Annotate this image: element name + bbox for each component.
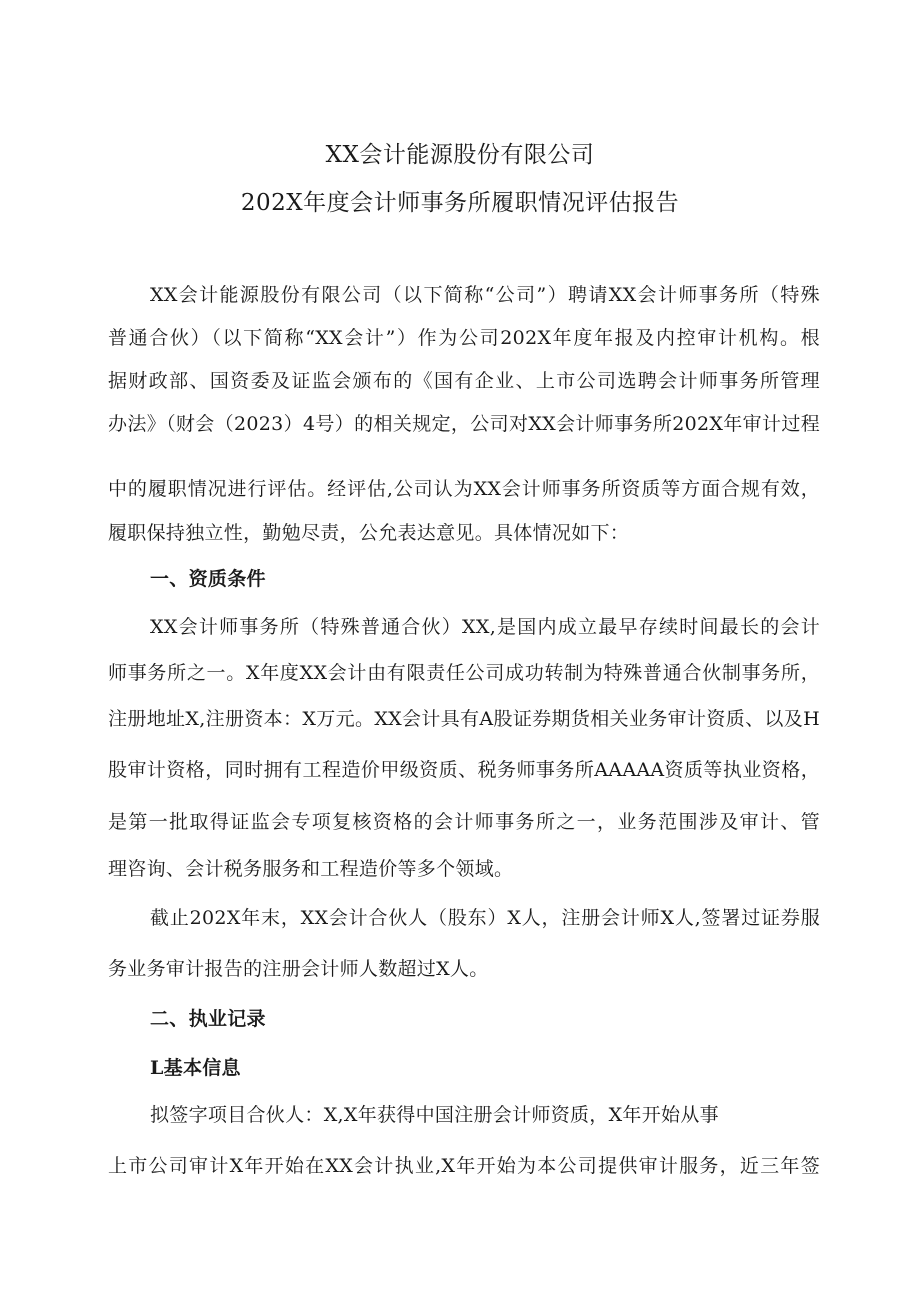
paragraph-line: 注册地址X,注册资本：X万元。XX会计具有A股证券期货相关业务审计资质、以及H bbox=[108, 708, 820, 730]
document-subtitle: 202X年度会计师事务所履职情况评估报告 bbox=[240, 190, 680, 216]
paragraph-line: 务业务审计报告的注册会计师人数超过X人。 bbox=[108, 958, 489, 980]
paragraph-line: 师事务所之一。X年度XX会计由有限责任公司成功转制为特殊普通合伙制事务所， bbox=[108, 662, 820, 684]
paragraph-line: 是第一批取得证监会专项复核资格的会计师事务所之一，业务范围涉及审计、管 bbox=[108, 811, 820, 833]
paragraph-line: 拟签字项目合伙人：X,X年获得中国注册会计师资质，X年开始从事 bbox=[150, 1104, 719, 1126]
section-heading-practice-record: 二、执业记录 bbox=[150, 1008, 266, 1030]
paragraph-line: 普通合伙）（以下简称“XX会计”）作为公司202X年度年报及内控审计机构。根 bbox=[108, 327, 820, 349]
document-title: XX会计能源股份有限公司 bbox=[325, 142, 595, 168]
paragraph-line: 理咨询、会计税务服务和工程造价等多个领域。 bbox=[108, 858, 514, 880]
paragraph-line: 截止202X年末，XX会计合伙人（股东）X人，注册会计师X人,签署过证券服 bbox=[150, 907, 820, 929]
paragraph-line: 办法》（财会（2023）4号）的相关规定，公司对XX会计师事务所202X年审计过程 bbox=[108, 413, 820, 435]
paragraph-line: XX会计能源股份有限公司（以下简称“公司”）聘请XX会计师事务所（特殊 bbox=[150, 284, 820, 306]
paragraph-line: 股审计资格，同时拥有工程造价甲级资质、税务师事务所AAAAA资质等执业资格， bbox=[108, 759, 820, 781]
paragraph-line: 上市公司审计X年开始在XX会计执业,X年开始为本公司提供审计服务，近三年签 bbox=[108, 1155, 820, 1177]
subsection-heading-basic-info: L基本信息 bbox=[150, 1057, 241, 1079]
paragraph-line: 据财政部、国资委及证监会颁布的《国有企业、上市公司选聘会计师事务所管理 bbox=[108, 370, 820, 392]
paragraph-line: 中的履职情况进行评估。经评估,公司认为XX会计师事务所资质等方面合规有效， bbox=[108, 478, 820, 500]
paragraph-line: XX会计师事务所（特殊普通合伙）XX,是国内成立最早存续时间最长的会计 bbox=[150, 616, 820, 638]
section-heading-qualification: 一、资质条件 bbox=[150, 568, 266, 590]
paragraph-line: 履职保持独立性，勤勉尽责，公允表达意见。具体情况如下： bbox=[108, 522, 630, 544]
